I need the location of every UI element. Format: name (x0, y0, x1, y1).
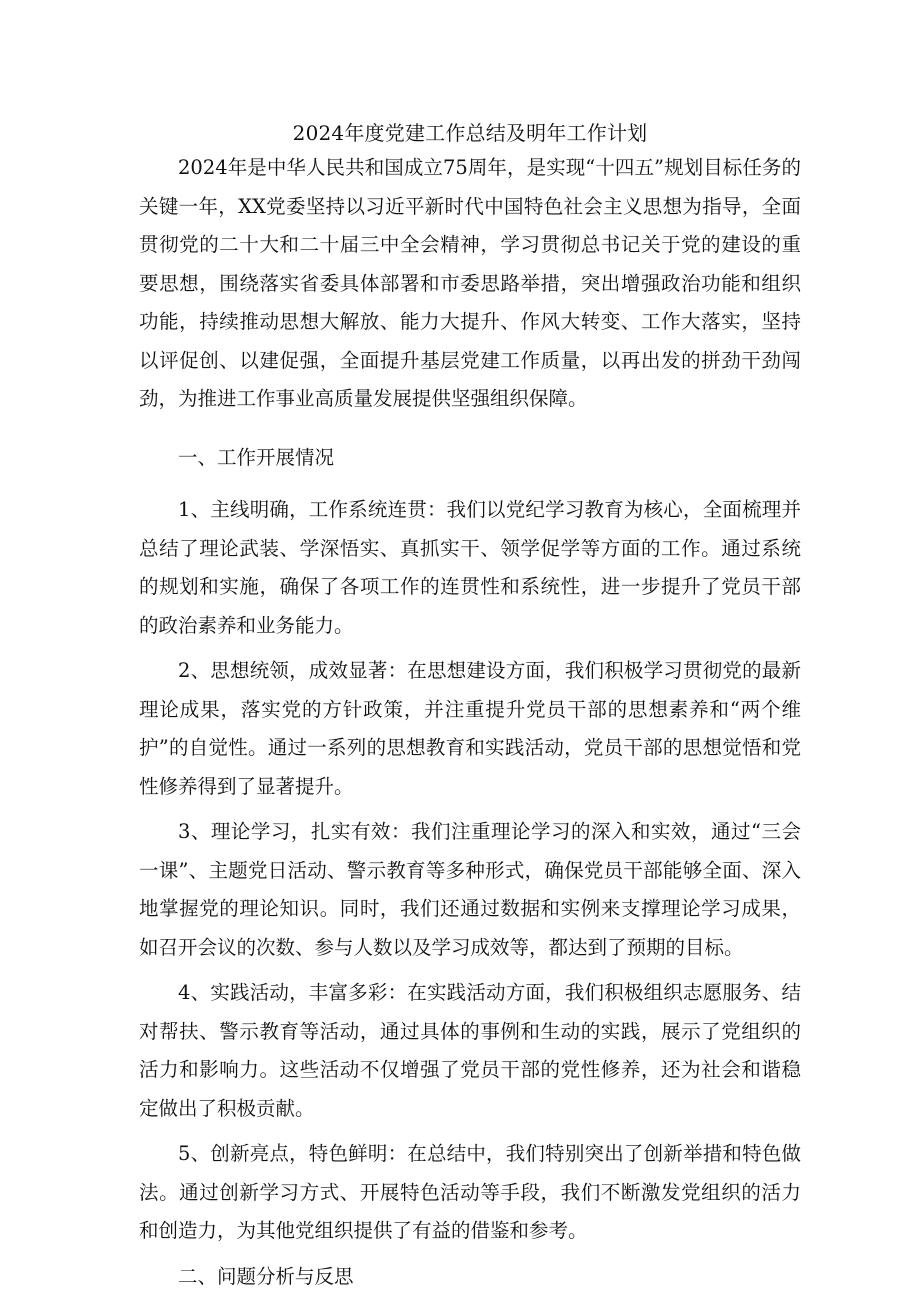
work-item-paragraph: 5、创新亮点，特色鲜明：在总结中，我们特别突出了创新举措和特色做法。通过创新学习方式、开展特色活动等手段，我们不断激发党组织的活力和创造力，为其他党组织提供了有益的借鉴和参考。 (139, 1142, 801, 1242)
work-item-paragraph: 2、思想统领，成效显著：在思想建设方面，我们积极学习贯彻党的最新理论成果，落实党的方针政策，并注重提升党员干部的思想素养和“两个维护”的自觉性。通过一系列的思想教育和实践活动，党员干部的思想觉悟和党性修养得到了显著提升。 (139, 659, 801, 798)
intro-paragraph: 2024年是中华人民共和国成立75周年，是实现“十四五”规划目标任务的关键一年，XX党委坚持以习近平新时代中国特色社会主义思想为指导，全面贯彻党的二十大和二十届三中全会精神，学习贯彻总书记关于党的建设的重要思想，围绕落实省委具体部署和市委思路举措，突出增强政治功能和组织功能，持续推动思想大解放、能力大提升、作风大转变、工作大落实，坚持以评促创、以建促强，全面提升基层党建工作质量，以再出发的拼劲干劲闯劲，为推进工作事业高质量发展提供坚强组织保障。 (139, 156, 801, 410)
work-item-paragraph: 4、实践活动，丰富多彩：在实践活动方面，我们积极组织志愿服务、结对帮扶、警示教育等活动，通过具体的事例和生动的实践，展示了党组织的活力和影响力。这些活动不仅增强了党员干部的党性修养，还为社会和谐稳定做出了积极贡献。 (139, 981, 801, 1120)
document-body (139, 118, 801, 1310)
work-item-paragraph: 1、主线明确，工作系统连贯：我们以党纪学习教育为核心，全面梳理并总结了理论武装、学深悟实、真抓实干、领学促学等方面的工作。通过系统的规划和实施，确保了各项工作的连贯性和系统性，进一步提升了党员干部的政治素养和业务能力。 (139, 498, 801, 637)
document-title: 2024年度党建工作总结及明年工作计划 (292, 121, 648, 145)
section-heading-work-status: 一、工作开展情况 (178, 445, 335, 469)
work-item-paragraph: 3、理论学习，扎实有效：我们注重理论学习的深入和实效，通过“三会一课”、主题党日活动、警示教育等多种形式，确保党员干部能够全面、深入地掌握党的理论知识。同时，我们还通过数据和实例来支撑理论学习成果，如召开会议的次数、参与人数以及学习成效等，都达到了预期的目标。 (139, 820, 801, 959)
section-heading-problem-analysis: 二、问题分析与反思 (178, 1264, 354, 1288)
